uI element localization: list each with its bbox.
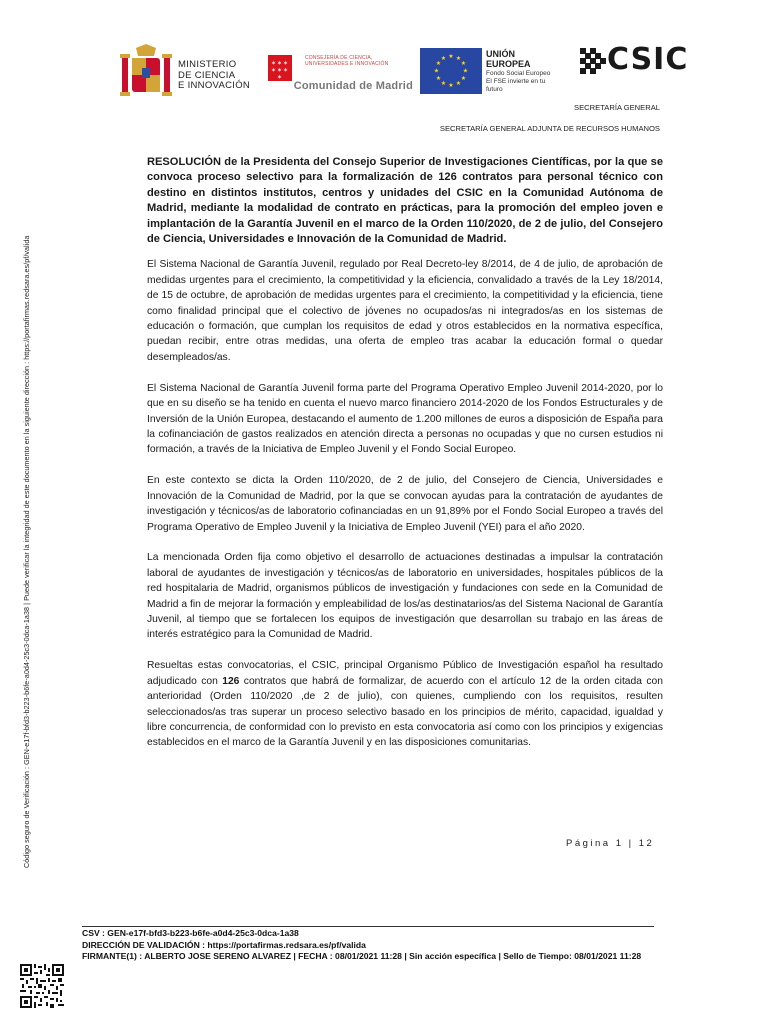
comunidad-madrid-name: Comunidad de Madrid <box>293 80 413 92</box>
signer-info: FIRMANTE(1) : ALBERTO JOSE SERENO ALVAREZ | FECHA : 08/01/2021 11:28 | Sin acción específica | Sello de Tiempo: 08/01/2021 11:28 <box>82 951 642 962</box>
qr-code-icon <box>20 964 64 1008</box>
svg-text:★: ★ <box>440 55 447 62</box>
paragraph: En este contexto se dicta la Orden 110/2020, de 2 de julio, del Consejero de Ciencia, Universidades e Innovación de la Comunidad de Madrid, por la que se convocan ayudas para la contratación de ayudantes de investigación y técnicos/as de laboratorio cofinanciadas en un 91,89% por el Fondo Social Europeo a través del Programa Operativo de Empleo Juvenil y la Iniciativa de Empleo Juvenil (YEI) para el año 2020. <box>147 475 663 533</box>
svg-text:★: ★ <box>440 80 447 87</box>
csic-logo <box>580 42 689 77</box>
coat-of-arms-icon <box>118 44 174 100</box>
svg-text:★: ★ <box>462 67 469 75</box>
signature-footer <box>82 928 742 963</box>
secretaria-adjunta: SECRETARÍA GENERAL ADJUNTA DE RECURSOS HUMANOS <box>439 124 660 133</box>
svg-text:★: ★ <box>455 80 462 87</box>
svg-text:★: ★ <box>455 55 462 62</box>
side-verification-text: Código seguro de Verificación : GEN-e17f-bfd3-b223-b6fe-a0d4-25c3-0dca-1a38 | Puede verificar la integridad de este documento en la siguiente dirección : https://portafirmas.redsara.es/pf/valida <box>22 235 31 868</box>
ministerio-text: MINISTERIO DE CIENCIA E INNOVACIÓN <box>178 59 251 91</box>
consejeria-text: CONSEJERÍA DE CIENCIA, UNIVERSIDADES E INNOVACIÓN <box>305 55 389 67</box>
csv-code: CSV : GEN-e17f-bfd3-b223-b6fe-a0d4-25c3-0dca-1a38 <box>82 928 299 938</box>
svg-text:★: ★ <box>460 60 467 67</box>
csic-mark-icon <box>580 48 606 74</box>
page-number: Página 1 | 12 <box>566 838 655 849</box>
validation-address: DIRECCIÓN DE VALIDACIÓN : https://portafirmas.redsara.es/pf/valida <box>82 939 366 950</box>
footer-divider <box>82 926 654 927</box>
eu-title: UNIÓN EUROPEA <box>486 49 531 69</box>
comunidad-madrid-logo <box>268 55 413 95</box>
eu-flag-icon <box>420 48 482 94</box>
union-europea-logo <box>420 48 560 94</box>
paragraph: El Sistema Nacional de Garantía Juvenil forma parte del Programa Operativo Empleo Juvenil 2014-2020, por lo que en su diseño se ha tenido en cuenta el nuevo marco financiero 2014-2020 de los Fondos Estructurales y de Inversión de la Unión Europea, destacando el aumento de 1.200 millones de euros a disposición de España para la cofinanciación de gastos realizados en atención directa a personas no ocupadas y que no cursen estudios ni formación, a través de la Iniciativa de Empleo Juvenil y el Fondo Social Europeo. <box>147 382 663 456</box>
madrid-flag-icon: ✶✶✶ ✶✶✶ ✶ <box>268 55 292 81</box>
svg-text:★: ★ <box>435 75 442 82</box>
document-title: RESOLUCIÓN de la Presidenta del Consejo Superior de Investigaciones Científicas, por la que se convoca proceso selectivo para la formalización de 126 contratos para personal técnico con destino en distintos institutos, centros y unidades del CSIC en la Comunidad Autónoma de Madrid, mediante la modalidad de contrato en prácticas, para la promoción del empleo joven e implantación de la Garantía Juvenil en el marco de la Orden 110/2020, de 2 de julio, del Consejero de Ciencia, Universidades e Innovación de la Comunidad de Madrid. <box>147 156 663 246</box>
document-body <box>147 155 663 766</box>
csic-name: CSIC <box>607 42 689 77</box>
ministerio-logo <box>118 44 258 102</box>
svg-text:★: ★ <box>433 67 440 75</box>
svg-text:★: ★ <box>435 60 442 67</box>
svg-text:★: ★ <box>448 82 454 89</box>
paragraph: El Sistema Nacional de Garantía Juvenil, regulado por Real Decreto-ley 8/2014, de 4 de julio, de aprobación de medidas urgentes para el crecimiento, la competitividad y la eficiencia, convalidado a través de la Ley 18/2014, de 15 de octubre, de aprobación de medidas urgentes para el crecimiento, la competitividad y la eficiencia, tiene como finalidad principal que el colectivo de jóvenes no ocupados/as ni integrados/as en los sistemas de educación o formación, que cumplan los requisitos de edad y otros establecidos en la normativa específica, puedan recibir, entre otras medidas, una oferta de empleo tras acabar la educación formal o quedar desempleados/as. <box>147 259 663 363</box>
svg-text:★: ★ <box>448 53 454 60</box>
svg-text:★: ★ <box>460 75 467 82</box>
secretaria-general: SECRETARÍA GENERAL <box>574 103 660 112</box>
paragraph: Resueltas estas convocatorias, el CSIC, principal Organismo Público de Investigación español ha resultado adjudicado con 126 contratos que habrá de formalizar, de acuerdo con el artículo 12 de la orden citada con anterioridad (Orden 110/2020 ,de 2 de julio), con quienes, cumpliendo con los requisitos, resulten seleccionados/as tras superar un proceso selectivo basado en los principios de mérito, capacidad, igualdad y libre concurrencia, de conformidad con lo previsto en esta convocatoria así como con los principios y exigencias establecidos en el marco de la Garantía Juvenil y en las disposiciones comunitarias. <box>147 660 663 749</box>
eu-subtitle: Fondo Social Europeo El FSE invierte en tu futuro <box>486 70 551 93</box>
paragraph: La mencionada Orden fija como objetivo el desarrollo de actuaciones destinadas a impulsar la contratación laboral de ayudantes de investigación y técnicos/as de laboratorio en universidades, hospitales públicos de la red hospitalaria de Madrid, organismos públicos de investigación y fundaciones con sede en la Comunidad de Madrid a fin de mejorar la formación y empleabilidad de los/as destinatarios/as del Sistema Nacional de Garantía Juvenil, al tiempo que se fortalecen los equipos de investigación que desarrollan su trabajo en las áreas de interés estratégico para la Comunidad de Madrid. <box>147 552 663 641</box>
